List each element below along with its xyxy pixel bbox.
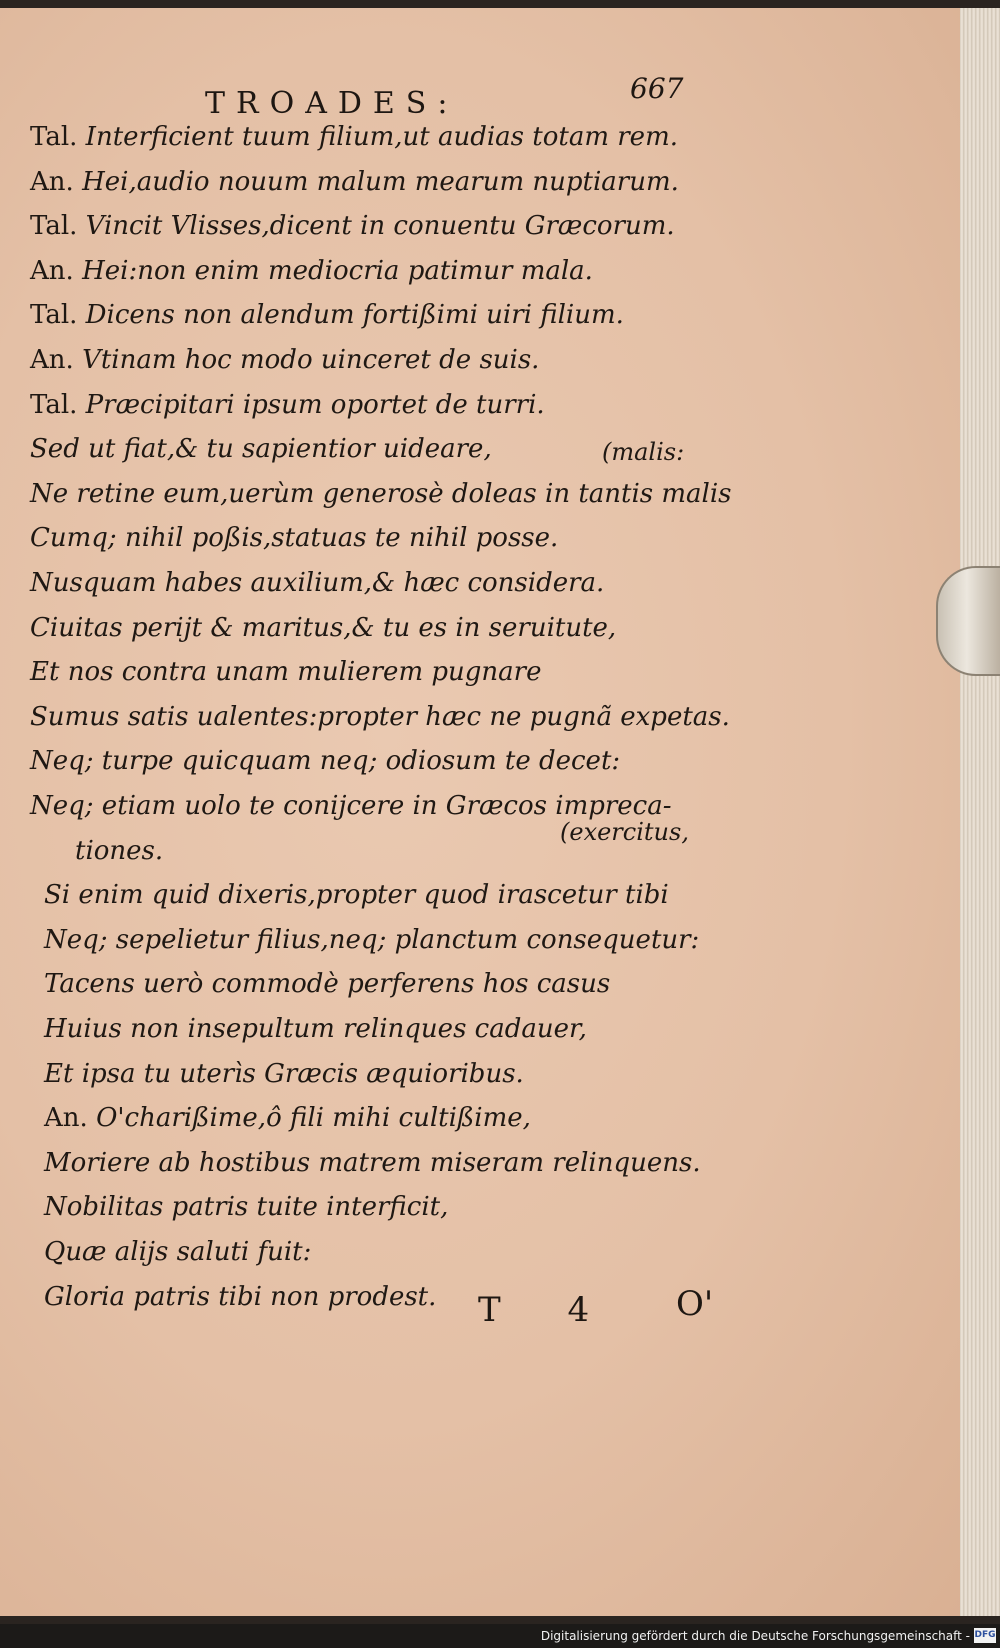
verse-line bbox=[30, 702, 730, 732]
verse-line bbox=[30, 613, 616, 643]
line-text: Moriere ab hostibus matrem miseram relinquens. bbox=[44, 1148, 701, 1178]
margin-note-malis: (malis: bbox=[602, 438, 685, 466]
line-text: Sed ut fiat,& tu sapientior uideare, bbox=[30, 434, 492, 464]
verse-line bbox=[44, 969, 610, 999]
dfg-logo: DFG bbox=[974, 1628, 996, 1643]
line-text: O'charißime,ô fili mihi cultißime, bbox=[96, 1103, 531, 1133]
speaker-label: An. bbox=[44, 1103, 88, 1133]
line-text: Ciuitas perijt & maritus,& tu es in seruitute, bbox=[30, 613, 617, 643]
line-text: Cumq; nihil poßis,statuas te nihil posse. bbox=[30, 523, 559, 553]
verse-line bbox=[44, 880, 669, 910]
line-text: tiones. bbox=[75, 836, 164, 866]
verse-line bbox=[30, 345, 539, 375]
line-text: Sumus satis ualentes:propter hæc ne pugnã expetas. bbox=[30, 702, 730, 732]
verse-line bbox=[30, 657, 541, 687]
verse-line bbox=[44, 1237, 311, 1267]
line-text: Dicens non alendum fortißimi uiri filium. bbox=[85, 300, 624, 330]
verse-line bbox=[30, 479, 732, 509]
verse-line bbox=[30, 523, 558, 553]
line-text: Gloria patris tibi non prodest. bbox=[44, 1282, 437, 1312]
line-text: Hei,audio nouum malum mearum nuptiarum. bbox=[82, 167, 679, 197]
margin-note-exercitus: (exercitus, bbox=[560, 818, 689, 846]
line-text: Tacens uerò commodè perferens hos casus bbox=[44, 969, 611, 999]
verse-line bbox=[44, 925, 699, 955]
verse-line bbox=[30, 390, 545, 420]
line-text: Si enim quid dixeris,propter quod irascetur tibi bbox=[44, 880, 669, 910]
verse-line bbox=[30, 746, 620, 776]
line-text: Vincit Vlisses,dicent in conuentu Græcorum. bbox=[85, 211, 675, 241]
verse-line bbox=[44, 1148, 701, 1178]
speaker-label: An. bbox=[30, 256, 74, 286]
speaker-label: Tal. bbox=[30, 300, 78, 330]
page-clip-tab bbox=[936, 566, 1000, 676]
page-number: 667 bbox=[630, 72, 684, 105]
verse-line bbox=[44, 1282, 436, 1312]
line-text: Quæ alijs saluti fuit: bbox=[44, 1237, 312, 1267]
verse-line bbox=[30, 167, 679, 197]
line-text: Præcipitari ipsum oportet de turri. bbox=[85, 390, 545, 420]
speaker-label: Tal. bbox=[30, 211, 78, 241]
verse-line bbox=[44, 1192, 448, 1222]
verse-line bbox=[30, 256, 593, 286]
verse-line bbox=[44, 1014, 587, 1044]
line-text: Neq; etiam uolo te conijcere in Græcos impreca- bbox=[30, 791, 672, 821]
speaker-label: An. bbox=[30, 167, 74, 197]
speaker-label: An. bbox=[30, 345, 74, 375]
line-text: Et ipsa tu uterìs Græcis æquioribus. bbox=[44, 1059, 524, 1089]
verse-line bbox=[30, 791, 672, 821]
verse-line bbox=[30, 434, 492, 464]
verse-line bbox=[30, 122, 678, 152]
signature-mark: T 4 bbox=[478, 1290, 618, 1330]
speaker-label: Tal. bbox=[30, 122, 78, 152]
line-text: Neq; turpe quicquam neq; odiosum te decet: bbox=[30, 746, 621, 776]
line-text: Et nos contra unam mulierem pugnare bbox=[30, 657, 542, 687]
line-text: Hei:non enim mediocria patimur mala. bbox=[82, 256, 593, 286]
catchword: O' bbox=[676, 1284, 714, 1324]
verse-line bbox=[30, 300, 624, 330]
verse-line bbox=[75, 836, 163, 866]
line-text: Ne retine eum,uerùm generosè doleas in tantis malis bbox=[30, 479, 732, 509]
line-text: Nusquam habes auxilium,& hæc considera. bbox=[30, 568, 605, 598]
line-text: Interficient tuum filium,ut audias totam rem. bbox=[85, 122, 678, 152]
page-edges bbox=[960, 8, 1000, 1616]
verse-line bbox=[44, 1059, 524, 1089]
verse-line bbox=[30, 568, 604, 598]
verse-line bbox=[44, 1103, 531, 1133]
line-text: Vtinam hoc modo uinceret de suis. bbox=[82, 345, 540, 375]
verse-line bbox=[30, 211, 675, 241]
speaker-label: Tal. bbox=[30, 390, 78, 420]
line-text: Neq; sepelietur filius,neq; planctum consequetur: bbox=[44, 925, 700, 955]
running-head: TROADES: bbox=[205, 86, 459, 121]
digitization-credit: Digitalisierung gefördert durch die Deutsche Forschungsgemeinschaft - bbox=[540, 1629, 970, 1643]
line-text: Huius non insepultum relinques cadauer, bbox=[44, 1014, 587, 1044]
line-text: Nobilitas patris tuite interficit, bbox=[44, 1192, 449, 1222]
